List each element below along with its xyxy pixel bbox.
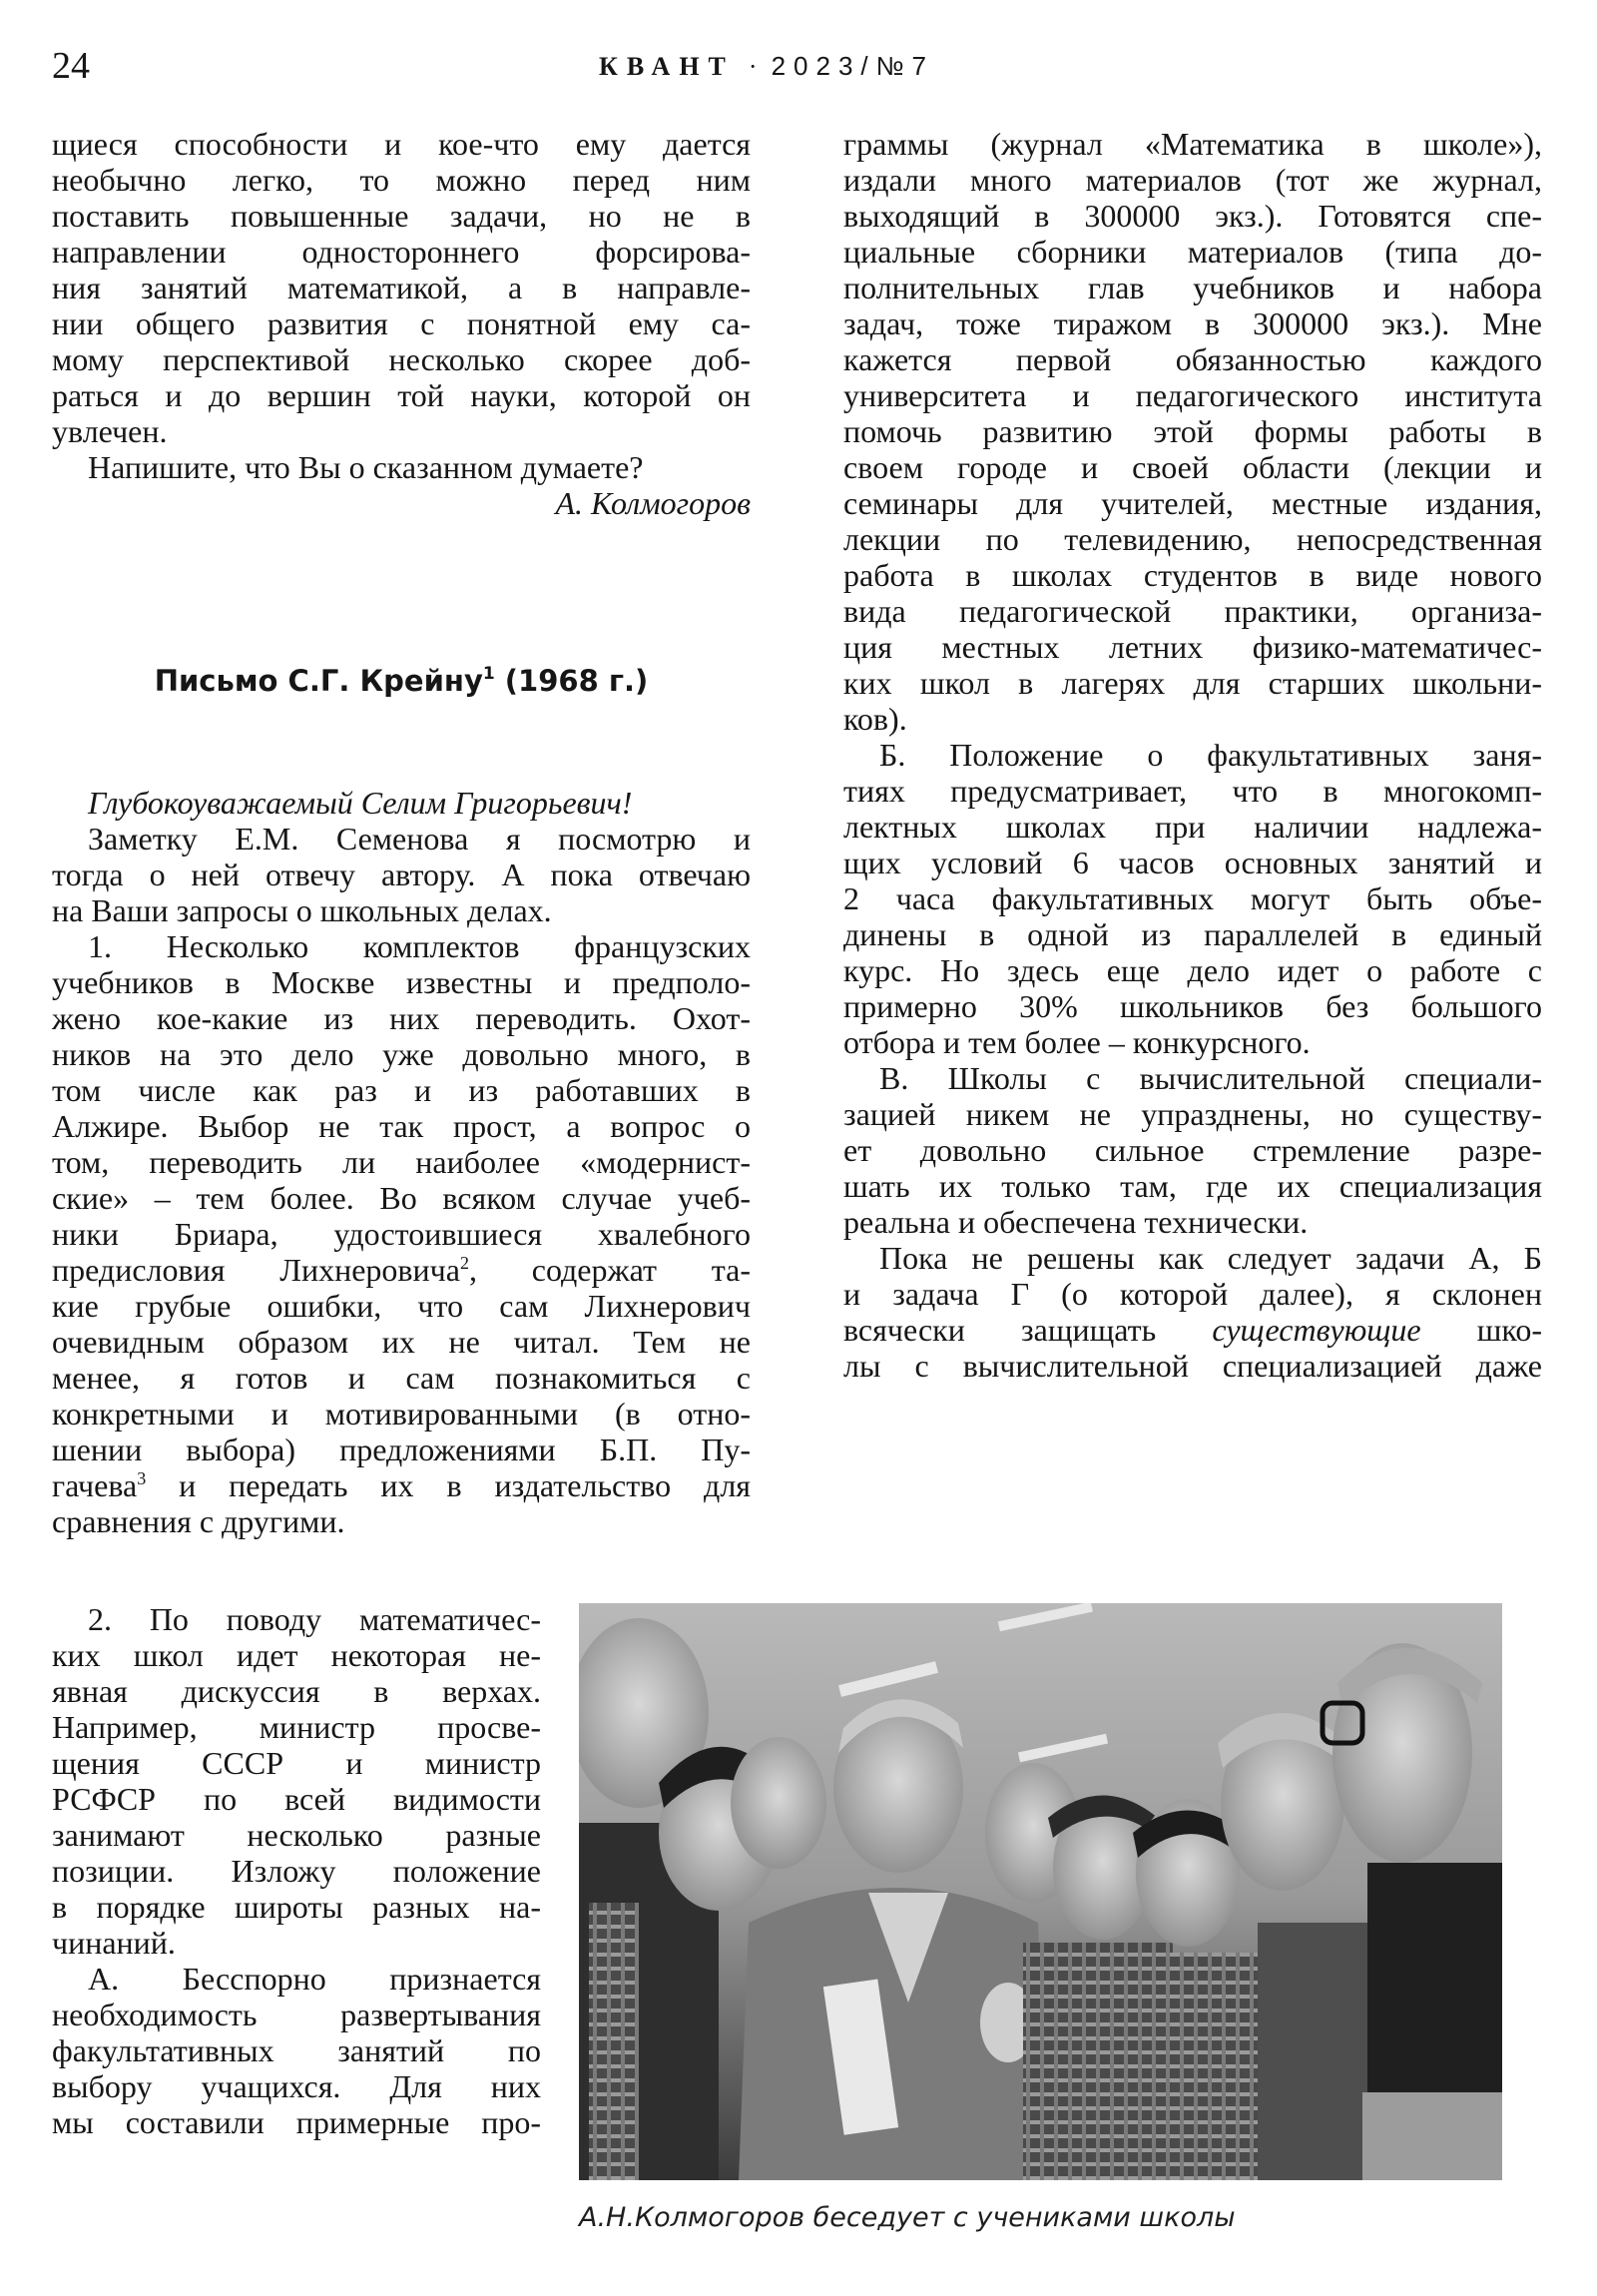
text-line: лы с вычислительной специализацией даже xyxy=(843,1348,1542,1384)
text-line: мы составили примерные про- xyxy=(52,2104,541,2140)
text-line: явная дискуссия в верхах. xyxy=(52,1673,541,1709)
text-line: своем городе и своей области (лекции и xyxy=(843,449,1542,485)
text-line: раться и до вершин той науки, которой он xyxy=(52,377,751,413)
text-line: университета и педагогического института xyxy=(843,377,1542,413)
text-line: всячески защищать существующие шко- xyxy=(843,1312,1542,1348)
text-line: шать их только там, где их специализация xyxy=(843,1168,1542,1204)
text-line: отбора и тем более – конкурсного. xyxy=(843,1024,1311,1060)
text-line: ких школ идет некоторая не- xyxy=(52,1637,541,1673)
text-line: В. Школы с вычислительной специали- xyxy=(879,1060,1542,1096)
text-line: РСФСР по всей видимости xyxy=(52,1781,541,1817)
text-line: необходимость развертывания xyxy=(52,1997,541,2032)
letter-body xyxy=(52,821,751,1539)
letter-body-continued xyxy=(52,1601,541,2140)
text-line: в порядке широты разных на- xyxy=(52,1889,541,1925)
text-line: Например, министр просве- xyxy=(52,1709,541,1745)
page-number: 24 xyxy=(52,45,90,87)
text-line: увлечен. xyxy=(52,413,168,449)
text-line: вида педагогической практики, организа- xyxy=(843,593,1542,629)
salutation: Глубокоуважаемый Селим Григорьевич! xyxy=(88,785,633,821)
text-line: сравнения с другими. xyxy=(52,1503,345,1539)
heading-footnote-mark: 1 xyxy=(482,664,495,684)
text-line: предисловия Лихнеровича$^2$, содержат та- xyxy=(52,1252,752,1288)
text-line: чинаний. xyxy=(52,1925,176,1961)
text-line: кие грубые ошибки, что сам Лихнерович xyxy=(52,1288,751,1324)
closing-question: Напишите, что Вы о сказанном думаете? xyxy=(88,449,644,485)
text-line: позиции. Изложу положение xyxy=(52,1853,541,1889)
text-line: ники Бриара, удостоившиеся хвалебного xyxy=(52,1216,751,1252)
right-column-body xyxy=(843,126,1542,1384)
text-line: 2 часа факультативных могут быть объе- xyxy=(843,880,1542,916)
text-line: щения СССР и министр xyxy=(52,1745,541,1781)
photo-caption: А.Н.Колмогоров беседует с учениками школы xyxy=(579,2202,1236,2233)
text-line: задач, тоже тиражом в 300000 экз.). Мне xyxy=(843,305,1542,341)
text-line: зацией никем не упразднены, но существу- xyxy=(843,1096,1542,1132)
text-line: тиях предусматривает, что в многокомп- xyxy=(843,773,1542,809)
text-line: щих условий 6 часов основных занятий и xyxy=(843,845,1542,880)
text-line: очевидным образом их не читал. Тем не xyxy=(52,1324,751,1360)
text-line: динены в одной из параллелей в единый xyxy=(843,916,1542,952)
text-line: и задача Г (о которой далее), я склонен xyxy=(843,1276,1542,1312)
text-line: мому перспективой несколько скорее доб- xyxy=(52,341,751,377)
footnote-mark: 3 xyxy=(137,1468,147,1488)
photo-kolmogorov-with-students xyxy=(579,1603,1502,2180)
text-line: нии общего развития с понятной ему са- xyxy=(52,305,751,341)
text-line: шении выбора) предложениями Б.П. Пу- xyxy=(52,1432,751,1467)
signature: А. Колмогоров xyxy=(555,485,751,521)
text-line: издали много материалов (тот же журнал, xyxy=(843,162,1542,198)
text-line: Пока не решены как следует задачи А, Б xyxy=(879,1240,1542,1276)
text-line: необычно легко, то можно перед ним xyxy=(52,162,751,198)
text-line: граммы (журнал «Математика в школе»), xyxy=(843,126,1542,162)
text-line: щиеся способности и кое-что ему дается xyxy=(52,126,751,162)
text-line: Б. Положение о факультативных заня- xyxy=(879,737,1542,773)
left-column-top xyxy=(52,126,751,521)
text-line: поставить повышенные задачи, но не в xyxy=(52,198,751,234)
right-column xyxy=(843,126,1542,1384)
text-line: жено кое-какие из них переводить. Охот- xyxy=(52,1000,751,1036)
text-line: ников на это дело уже довольно много, в xyxy=(52,1036,751,1072)
text-line: семинары для учителей, местные издания, xyxy=(843,485,1542,521)
text-line: Алжире. Выбор не так прост, а вопрос о xyxy=(52,1108,751,1144)
text-line: курс. Но здесь еще дело идет о работе с xyxy=(843,952,1542,988)
section-heading xyxy=(52,659,751,703)
left-column-bottom xyxy=(52,1601,541,2140)
photo-image xyxy=(579,1603,1502,2180)
text-line: реальна и обеспечена технически. xyxy=(843,1204,1309,1240)
text-line: Заметку Е.М. Семенова я посмотрю и xyxy=(88,821,751,857)
text-line: кажется первой обязанностью каждого xyxy=(843,341,1542,377)
continued-paragraph xyxy=(52,126,751,449)
heading-title: Письмо С.Г. Крейну xyxy=(154,664,483,698)
text-line: помочь развитию этой формы работы в xyxy=(843,413,1542,449)
header-separator: · xyxy=(748,52,758,81)
text-line: выходящий в 300000 экз.). Готовятся спе- xyxy=(843,198,1542,234)
text-line: конкретными и мотивированными (в отно- xyxy=(52,1396,751,1432)
text-line: выбору учащихся. Для них xyxy=(52,2068,541,2104)
text-line: работа в школах студентов в виде нового xyxy=(843,557,1542,593)
footnote-mark: 2 xyxy=(459,1253,469,1273)
text-line: том, переводить ли наиболее «модернист- xyxy=(52,1144,751,1180)
text-line: лектных школах при наличии надлежа- xyxy=(843,809,1542,845)
text-line: лекции по телевидению, непосредственная xyxy=(843,521,1542,557)
text-line: менее, я готов и сам познакомиться с xyxy=(52,1360,751,1396)
text-line: примерно 30% школьников без большого xyxy=(843,988,1542,1024)
text-line: 1. Несколько комплектов французских xyxy=(88,928,751,964)
issue-number: 2023/№7 xyxy=(771,51,934,81)
heading-year: (1968 г.) xyxy=(494,664,649,698)
running-head xyxy=(599,44,934,89)
text-line: том числе как раз и из работавших в xyxy=(52,1072,751,1108)
left-column-middle xyxy=(52,785,751,1539)
text-line: на Ваши запросы о школьных делах. xyxy=(52,892,552,928)
text-line: направлении одностороннего форсирова- xyxy=(52,234,751,270)
text-line: ния занятий математикой, а в направле- xyxy=(52,270,751,305)
text-line: тогда о ней отвечу автору. А пока отвечаю xyxy=(52,857,751,892)
text-line: ких школ в лагерях для старших школьни- xyxy=(843,665,1542,701)
text-line: циальные сборники материалов (типа до- xyxy=(843,234,1542,270)
magazine-name: КВАНТ xyxy=(599,52,735,81)
text-line: ет довольно сильное стремление разре- xyxy=(843,1132,1542,1168)
emphasis: существующие xyxy=(1212,1312,1421,1348)
text-line: гачева$^3$ и передать их в издательство для xyxy=(52,1467,751,1503)
text-line: учебников в Москве известны и предполо- xyxy=(52,964,751,1000)
text-line: 2. По поводу математичес- xyxy=(88,1601,541,1637)
text-line: ские» – тем более. Во всяком случае учеб- xyxy=(52,1180,751,1216)
text-line: факультативных занятий по xyxy=(52,2032,541,2068)
text-line: ция местных летних физико-математичес- xyxy=(843,629,1542,665)
text-line: занимают несколько разные xyxy=(52,1817,541,1853)
text-line: ков). xyxy=(843,701,907,737)
text-line: полнительных глав учебников и набора xyxy=(843,270,1542,305)
text-line: А. Бесспорно признается xyxy=(88,1961,541,1997)
